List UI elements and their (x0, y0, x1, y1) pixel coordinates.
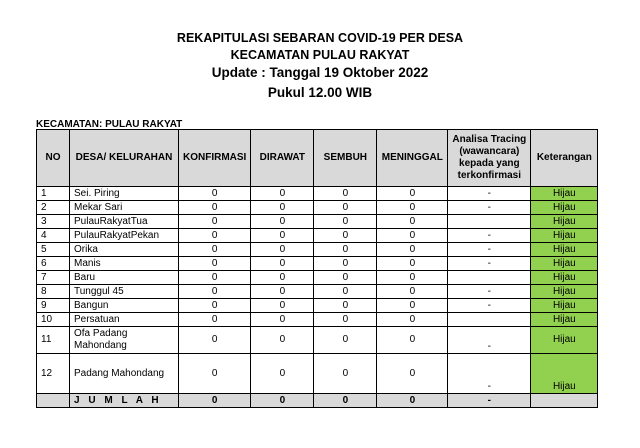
row-sembuh: 0 (314, 271, 377, 285)
row-desa: PulauRakyatPekan (70, 229, 179, 243)
table-row (37, 257, 598, 271)
row-meninggal: 0 (377, 243, 448, 257)
row-desa: Ofa Padang Mahondang (70, 327, 179, 354)
row-dirawat: 0 (251, 187, 314, 201)
row-no: 8 (37, 285, 70, 299)
row-keterangan: Hijau (531, 299, 598, 313)
row-keterangan: Hijau (531, 229, 598, 243)
row-keterangan: Hijau (531, 257, 598, 271)
table-row (37, 243, 598, 257)
row-keterangan: Hijau (531, 327, 598, 354)
row-meninggal: 0 (377, 215, 448, 229)
total-sembuh: 0 (314, 394, 377, 408)
row-dirawat: 0 (251, 271, 314, 285)
row-sembuh: 0 (314, 299, 377, 313)
table-row (37, 229, 598, 243)
row-konfirmasi: 0 (179, 299, 251, 313)
row-dirawat: 0 (251, 299, 314, 313)
report-subtitle: KECAMATAN PULAU RAKYAT (230, 48, 410, 62)
row-konfirmasi: 0 (179, 201, 251, 215)
row-meninggal: 0 (377, 257, 448, 271)
row-dirawat: 0 (251, 243, 314, 257)
table-row (37, 215, 598, 229)
row-meninggal: 0 (377, 299, 448, 313)
row-sembuh: 0 (314, 215, 377, 229)
table-row (37, 187, 598, 201)
row-no: 9 (37, 299, 70, 313)
row-meninggal: 0 (377, 285, 448, 299)
row-no: 6 (37, 257, 70, 271)
report-update-time: Pukul 12.00 WIB (267, 85, 373, 100)
row-desa: Persatuan (70, 313, 179, 327)
row-sembuh: 0 (314, 187, 377, 201)
total-keterangan (531, 394, 598, 408)
col-header-no: NO (37, 130, 70, 187)
col-header-konfirmasi: KONFIRMASI (179, 130, 251, 187)
row-desa: PulauRakyatTua (70, 215, 179, 229)
row-no: 2 (37, 201, 70, 215)
row-sembuh: 0 (314, 243, 377, 257)
row-meninggal: 0 (377, 327, 448, 354)
row-desa: Manis (70, 257, 179, 271)
row-desa: Orika (70, 243, 179, 257)
col-header-meninggal: MENINGGAL (377, 130, 448, 187)
row-no: 1 (37, 187, 70, 201)
row-desa: Baru (70, 271, 179, 285)
row-no: 12 (37, 354, 70, 394)
col-header-keterangan: Keterangan (531, 130, 598, 187)
row-desa: Mekar Sari (70, 201, 179, 215)
table-row (37, 201, 598, 215)
total-dirawat: 0 (251, 394, 314, 408)
total-no (37, 394, 70, 408)
row-meninggal: 0 (377, 201, 448, 215)
table-header-row (37, 130, 598, 187)
col-header-analisa: Analisa Tracing (wawancara) kepada yang terkonfirmasi (448, 130, 531, 187)
table-row (37, 313, 598, 327)
row-konfirmasi: 0 (179, 243, 251, 257)
col-header-desa: DESA/ KELURAHAN (70, 130, 179, 187)
row-analisa: - (448, 257, 531, 271)
table-row (37, 354, 598, 394)
report-header (0, 30, 640, 101)
table-row (37, 327, 598, 354)
row-desa: Sei. Piring (70, 187, 179, 201)
row-konfirmasi: 0 (179, 257, 251, 271)
row-keterangan: Hijau (531, 201, 598, 215)
row-dirawat: 0 (251, 354, 314, 394)
row-no: 3 (37, 215, 70, 229)
row-dirawat: 0 (251, 229, 314, 243)
row-desa: Padang Mahondang (70, 354, 179, 394)
table-row (37, 285, 598, 299)
row-analisa: - (448, 327, 531, 354)
row-no: 5 (37, 243, 70, 257)
table-row (37, 271, 598, 285)
row-analisa: - (448, 299, 531, 313)
recap-table (36, 129, 598, 408)
row-sembuh: 0 (314, 285, 377, 299)
total-analisa: - (448, 394, 531, 408)
row-analisa: - (448, 201, 531, 215)
row-konfirmasi: 0 (179, 354, 251, 394)
row-sembuh: 0 (314, 257, 377, 271)
row-sembuh: 0 (314, 229, 377, 243)
row-analisa: - (448, 229, 531, 243)
row-keterangan: Hijau (531, 354, 598, 394)
row-keterangan: Hijau (531, 215, 598, 229)
row-sembuh: 0 (314, 327, 377, 354)
row-konfirmasi: 0 (179, 229, 251, 243)
row-meninggal: 0 (377, 271, 448, 285)
row-keterangan: Hijau (531, 271, 598, 285)
row-analisa: - (448, 243, 531, 257)
report-title: REKAPITULASI SEBARAN COVID-19 PER DESA (176, 31, 464, 45)
row-analisa (448, 313, 531, 327)
row-dirawat: 0 (251, 257, 314, 271)
row-no: 11 (37, 327, 70, 354)
row-dirawat: 0 (251, 201, 314, 215)
kecamatan-label: KECAMATAN: PULAU RAKYAT (36, 119, 183, 130)
row-analisa: - (448, 187, 531, 201)
row-meninggal: 0 (377, 354, 448, 394)
report-update-date: Update : Tanggal 19 Oktober 2022 (211, 65, 429, 80)
row-analisa: - (448, 354, 531, 394)
row-analisa: - (448, 285, 531, 299)
total-meninggal: 0 (377, 394, 448, 408)
row-desa: Tunggul 45 (70, 285, 179, 299)
row-konfirmasi: 0 (179, 187, 251, 201)
row-keterangan: Hijau (531, 285, 598, 299)
row-desa: Bangun (70, 299, 179, 313)
row-konfirmasi: 0 (179, 327, 251, 354)
total-label: J U M L A H (70, 394, 179, 408)
row-analisa (448, 215, 531, 229)
row-meninggal: 0 (377, 187, 448, 201)
row-konfirmasi: 0 (179, 271, 251, 285)
row-no: 7 (37, 271, 70, 285)
row-konfirmasi: 0 (179, 215, 251, 229)
row-keterangan: Hijau (531, 243, 598, 257)
row-konfirmasi: 0 (179, 285, 251, 299)
row-keterangan: Hijau (531, 313, 598, 327)
row-meninggal: 0 (377, 313, 448, 327)
row-sembuh: 0 (314, 354, 377, 394)
row-meninggal: 0 (377, 229, 448, 243)
row-dirawat: 0 (251, 285, 314, 299)
row-analisa (448, 271, 531, 285)
row-no: 4 (37, 229, 70, 243)
row-sembuh: 0 (314, 313, 377, 327)
row-keterangan: Hijau (531, 187, 598, 201)
row-dirawat: 0 (251, 215, 314, 229)
col-header-dirawat: DIRAWAT (251, 130, 314, 187)
total-konfirmasi: 0 (179, 394, 251, 408)
table-row (37, 299, 598, 313)
row-dirawat: 0 (251, 327, 314, 354)
row-konfirmasi: 0 (179, 313, 251, 327)
row-dirawat: 0 (251, 313, 314, 327)
row-no: 10 (37, 313, 70, 327)
row-sembuh: 0 (314, 201, 377, 215)
total-row (37, 394, 598, 408)
col-header-sembuh: SEMBUH (314, 130, 377, 187)
